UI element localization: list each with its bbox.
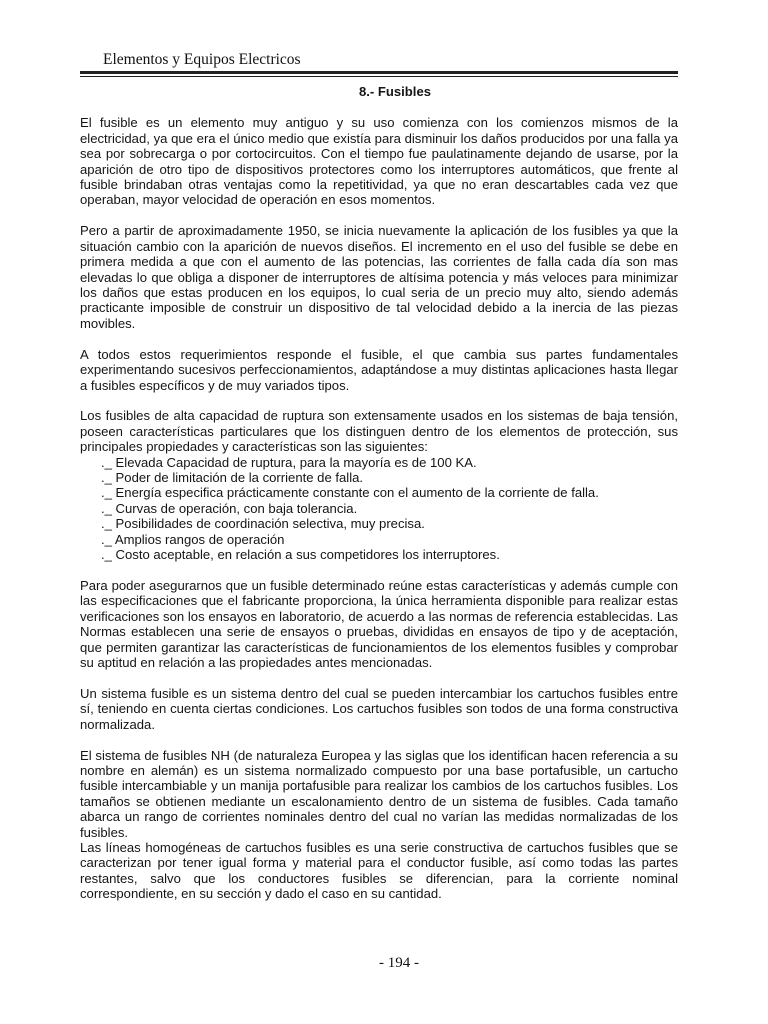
properties-list <box>80 455 678 563</box>
list-item: ._ Amplios rangos de operación <box>101 531 285 547</box>
page-body <box>80 84 678 917</box>
list-item: ._ Energía especifica prácticamente constante con el aumento de la corriente de falla. <box>101 485 599 501</box>
paragraph-homogeneous-lines: Las líneas homogéneas de cartuchos fusibles es una serie constructiva de cartuchos fusibles que se caracterizan por tener igual forma y material para el conductor fusible, así como todas las partes restantes, salvo que los conductores fusibles se diferencian, para la corriente nominal correspondiente, en su sección y dado el caso en su cantidad. <box>80 840 678 902</box>
header-rule-thick <box>80 71 678 74</box>
header-rule-thin <box>80 76 678 77</box>
running-header-title: Elementos y Equipos Electricos <box>103 51 301 68</box>
list-item: ._ Curvas de operación, con baja tolerancia. <box>101 500 358 516</box>
page-number: - 194 - <box>379 955 419 971</box>
list-item: ._ Costo aceptable, en relación a sus competidores los interruptores. <box>101 547 500 563</box>
paragraph-testing: Para poder asegurarnos que un fusible determinado reúne estas características y además cumple con las especificaciones que el fabricante proporciona, la única herramienta disponible para realizar estas verificaciones son los ensayos en laboratorio, de acuerdo a las normas de referencia establecidas. Las Normas establecen una serie de ensayos o pruebas, divididas en ensayos de tipo y de aceptación, que permiten garantizar las características de funcionamientos de los elementos fusibles y comprobar su aptitud en relación a las propiedades antes mencionadas. <box>80 577 678 670</box>
section-title: 8.- Fusibles <box>358 84 432 99</box>
paragraph-history: El fusible es un elemento muy antiguo y su uso comienza con los comienzos mismos de la electricidad, ya que era el único medio que existía para disminuir los daños producidos por una falla ya sea por sobrecarga o por cortocircuitos. Con el tiempo fue paulatinamente dejando de usarse, por la aparición de otro tipo de dispositivos protectores como los interruptores automáticos, que frente al fusible brindaban otras ventajas como la repetitividad, ya que no eran descartables cada vez que operaban, mayor velocidad de operación en esos momentos. <box>80 115 678 208</box>
paragraph-properties-intro: Los fusibles de alta capacidad de ruptura son extensamente usados en los sistemas de baja tensión, poseen características particulares que los distinguen dentro de los elementos de protección, sus principales propiedades y características son las siguientes: <box>80 408 678 455</box>
paragraph-resurgence: Pero a partir de aproximadamente 1950, se inicia nuevamente la aplicación de los fusibles ya que la situación cambio con la aparición de nuevos diseños. El incremento en el uso del fusible se debe en primera medida a que con el aumento de las potencias, las corrientes de falla cada día son mas elevadas lo que obliga a disponer de interruptores de altísima potencia y más veloces para minimizar los daños que estas producen en los equipos, lo cual seria de un precio muy alto, siendo además practicante imposible de construir un dispositivo de tal velocidad debido a la inercia de las piezas movibles. <box>80 223 678 331</box>
list-item: ._ Poder de limitación de la corriente de falla. <box>101 470 364 486</box>
list-item: ._ Posibilidades de coordinación selectiva, muy precisa. <box>101 516 425 532</box>
paragraph-nh-system: El sistema de fusibles NH (de naturaleza Europea y las siglas que los identifican hacen referencia a su nombre en alemán) es un sistema normalizado compuesto por una base portafusible, un cartucho fusible intercambiable y un manija portafusible para realizar los cambios de los cartuchos fusibles. Los tamaños se obtienen mediante un escalonamiento dentro de un sistema de fusibles. Cada tamaño abarca un rango de corrientes nominales dentro del cual no varían las medidas normalizadas de los fusibles. <box>80 747 678 840</box>
paragraph-requirements: A todos estos requerimientos responde el fusible, el que cambia sus partes fundamentales experimentando sucesivos perfeccionamientos, adaptándose a muy distintas aplicaciones hasta llegar a fusibles específicos y de muy variados tipos. <box>80 346 678 393</box>
paragraph-fuse-system: Un sistema fusible es un sistema dentro del cual se pueden intercambiar los cartuchos fusibles entre sí, teniendo en cuenta ciertas condiciones. Los cartuchos fusibles son todos de una forma constructiva normalizada. <box>80 685 678 732</box>
list-item: ._ Elevada Capacidad de ruptura, para la mayoría es de 100 KA. <box>101 454 477 470</box>
